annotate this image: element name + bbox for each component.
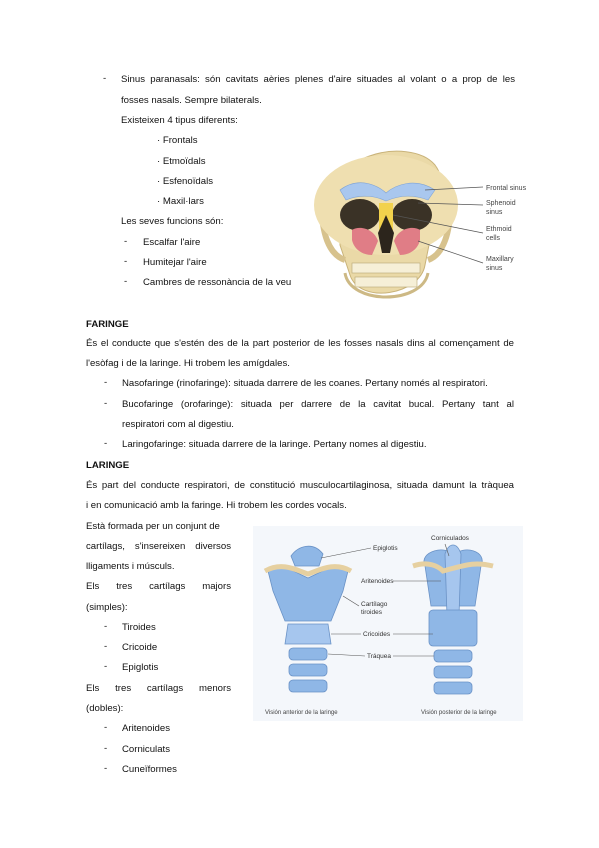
- caption-posterior: Visión posterior de la laringe: [421, 710, 497, 716]
- label-aritenoides: Aritenoides: [361, 578, 394, 585]
- bullet-dash: -: [124, 276, 128, 287]
- label-sphenoid-sinus: sinus: [486, 209, 503, 216]
- minor-cartilage-item: Corniculats: [122, 744, 170, 755]
- bullet-dash: -: [124, 236, 128, 247]
- laringe-major-line: (simples):: [86, 602, 128, 613]
- sinus-type-item: · Etmoïdals: [157, 156, 206, 167]
- major-cartilage-item: Cricoide: [122, 642, 158, 653]
- sinus-function-item: Humitejar l'aire: [143, 257, 207, 268]
- faringe-heading: FARINGE: [86, 319, 129, 330]
- laringe-para-line1: És part del conducte respiratori, de constitució musculocartilaginosa, situada damunt la tràquea: [86, 480, 514, 491]
- caption-anterior: Visión anterior de la laringe: [265, 710, 338, 716]
- bullet-dash: -: [104, 722, 108, 733]
- label-traquea: Tráquea: [367, 653, 391, 660]
- major-cartilage-item: Epiglotis: [122, 662, 159, 673]
- label-corniculados: Corniculados: [431, 535, 469, 542]
- laringe-intro-line: lligaments i músculs.: [86, 561, 175, 572]
- minor-cartilage-item: Cuneïformes: [122, 764, 177, 775]
- laringe-para-line2: i en comunicació amb la faringe. Hi trobem les cordes vocals.: [86, 500, 347, 511]
- sinus-type-item: · Maxil·lars: [157, 196, 204, 207]
- label-epiglotis: Epiglotis: [373, 545, 398, 552]
- faringe-para-line1: És el conducte que s'estén des de la part posterior de les fosses nasals dins al començament de: [86, 338, 514, 349]
- sinus-types-intro: Existeixen 4 tipus diferents:: [121, 115, 238, 126]
- bullet-dash: -: [103, 73, 107, 84]
- label-cartilago: Cartílago: [361, 601, 388, 608]
- bullet-dash: -: [104, 398, 108, 409]
- larynx-figure: [253, 526, 523, 721]
- sinus-function-item: Escalfar l'aire: [143, 237, 201, 248]
- bullet-dash: -: [104, 763, 108, 774]
- laringe-intro-line: cartílags, s'insereixen diversos: [86, 541, 231, 552]
- major-cartilage-item: Tiroides: [122, 622, 156, 633]
- laringe-minor-line: Els tres cartílags menors: [86, 683, 231, 694]
- label-cricoides: Cricoides: [363, 631, 391, 638]
- sinus-item-line2: fosses nasals. Sempre bilaterals.: [121, 95, 262, 106]
- label-ethmoid-cells: cells: [486, 235, 501, 242]
- bullet-dash: -: [104, 743, 108, 754]
- faringe-item: Nasofaringe (rinofaringe): situada darrere de les coanes. Pertany només al respiratori.: [122, 378, 488, 389]
- bullet-dash: -: [104, 438, 108, 449]
- bullet-dash: -: [104, 661, 108, 672]
- faringe-item: Laringofaringe: situada darrere de la laringe. Pertany nomes al digestiu.: [122, 439, 427, 450]
- laringe-heading: LARINGE: [86, 460, 130, 471]
- laringe-major-line: Els tres cartílags majors: [86, 581, 231, 592]
- label-frontal-sinus: Frontal sinus: [486, 185, 527, 192]
- sinus-type-item: · Esfenoïdals: [157, 176, 213, 187]
- label-ethmoid: Ethmoid: [486, 226, 512, 233]
- bullet-dash: -: [104, 621, 108, 632]
- faringe-item-cont: respiratori com al digestiu.: [122, 419, 234, 430]
- bullet-dash: -: [104, 377, 108, 388]
- label-sphenoid: Sphenoid: [486, 200, 516, 207]
- label-maxillary: Maxillary: [486, 256, 514, 263]
- sinus-functions-intro: Les seves funcions són:: [121, 216, 224, 227]
- label-maxillary-sinus: sinus: [486, 265, 503, 272]
- faringe-para-line2: l'esòfag i de la laringe. Hi trobem les amígdales.: [86, 358, 290, 369]
- bullet-dash: -: [104, 641, 108, 652]
- bullet-dash: -: [124, 256, 128, 267]
- laringe-minor-line: (dobles):: [86, 703, 124, 714]
- sinus-item-line1: Sinus paranasals: són cavitats aèries plenes d'aire situades al volant o a prop de les: [121, 74, 515, 85]
- faringe-item: Bucofaringe (orofaringe): situada per darrere de la cavitat bucal. Pertany tant al: [122, 399, 514, 410]
- skull-sinus-figure: [300, 145, 550, 305]
- sinus-function-item: Cambres de ressonància de la veu: [143, 277, 292, 288]
- minor-cartilage-item: Aritenoides: [122, 723, 170, 734]
- label-tiroides: tiroides: [361, 609, 382, 616]
- laringe-intro-line: Està formada per un conjunt de: [86, 521, 220, 532]
- sinus-type-item: · Frontals: [157, 135, 198, 146]
